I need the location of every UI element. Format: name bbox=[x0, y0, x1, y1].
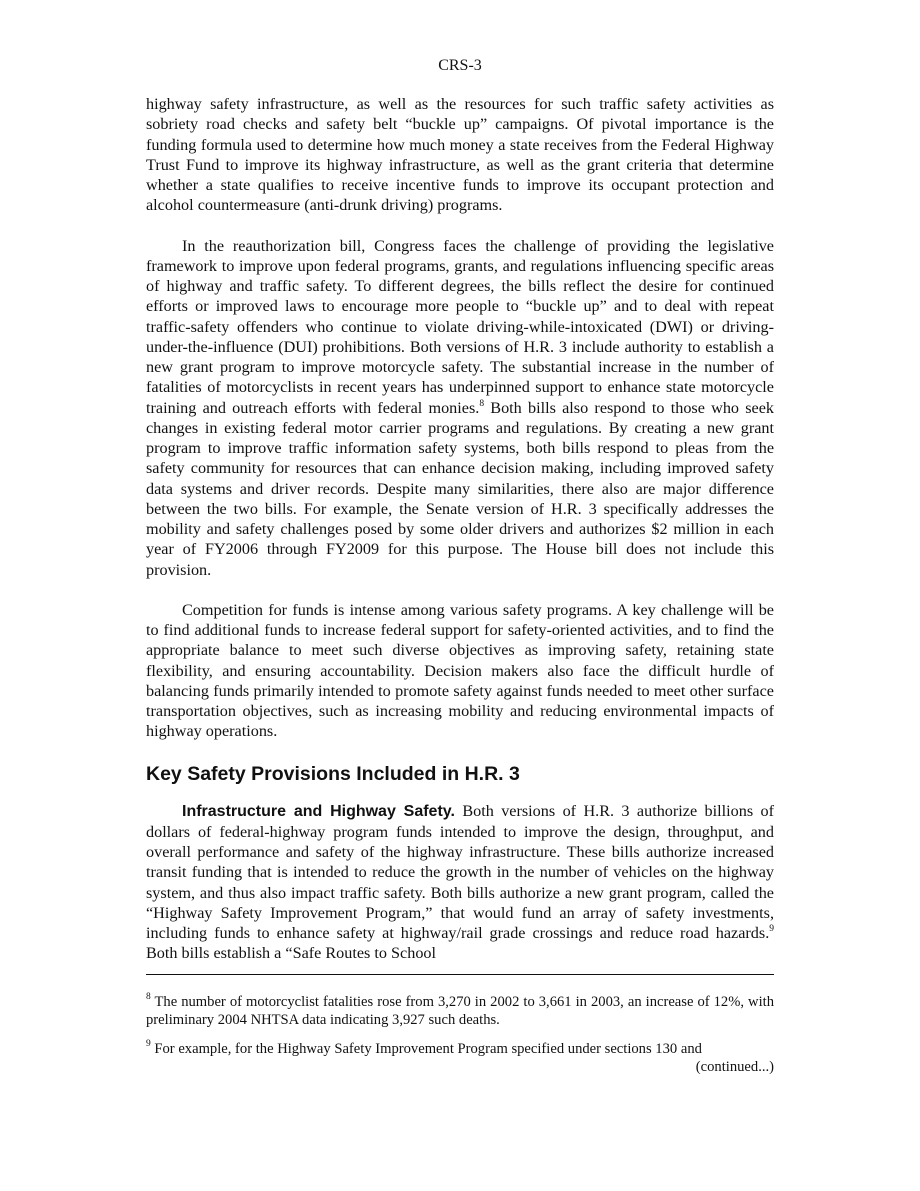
document-page bbox=[146, 0, 774, 1077]
section-heading: Key Safety Provisions Included in H.R. 3 bbox=[146, 762, 520, 785]
subsection-paragraph bbox=[146, 801, 774, 964]
paragraph-text: In the reauthorization bill, Congress faces the challenge of providing the legislative framework to improve upon federal programs, grants, and regulations influencing specific areas of highway and traffic safety. To different degrees, the bills reflect the desire for continued efforts or improved laws to encourage more people to “buckle up” and to deal with repeat traffic-safety offenders who continue to violate driving-while-intoxicated (DWI) or driving-under-the-influence (DUI) prohibitions. Both versions of H.R. 3 include authority to establish a new grant program to improve motorcycle safety. The substantial increase in the number of fatalities of motorcyclists in recent years has underpinned support to enhance state motorcycle training and outreach efforts with federal monies. bbox=[146, 236, 774, 417]
footnote-continued-note: (continued...) bbox=[695, 1059, 774, 1075]
footnote-marker-9: 9 bbox=[146, 1038, 151, 1049]
body-paragraph-3: Competition for funds is intense among various safety programs. A key challenge will be to find additional funds to increase federal support for safety-oriented activities, and to find the appropriate balance to meet such diverse objectives as improving safety, retaining state flexibility, and ensuring accountability. Decision makers also face the difficult hurdle of balancing funds primarily intended to promote safety against funds needed to meet other surface transportation objectives, such as increasing mobility and reducing environmental impacts of highway operations. bbox=[146, 600, 774, 741]
body-paragraph-1: highway safety infrastructure, as well as the resources for such traffic safety activities as sobriety road checks and safety belt “buckle up” campaigns. Of pivotal importance is the funding formula used to determine how much money a state receives from the Federal Highway Trust Fund to improve its highway infrastructure, as well as the grant criteria that determine whether a state qualifies to receive incentive funds to improve its occupant protection and alcohol countermeasure (anti-drunk driving) programs. bbox=[146, 95, 774, 215]
paragraph-text: Both versions of H.R. 3 authorize billions of dollars of federal-highway program funds intended to improve the design, throughput, and overall performance and safety of the highway infrastructure. These bills authorize increased transit funding that is intended to reduce the growth in the number of vehicles on the highway system, and thus also impact traffic safety. Both bills authorize a new grant program, called the “Highway Safety Improvement Program,” that would fund an array of safety investments, including funds to enhance safety at highway/rail grade crossings and reduce road hazards. bbox=[146, 801, 775, 942]
subsection-heading: Infrastructure and Highway Safety. bbox=[182, 802, 455, 820]
footnote-divider bbox=[146, 974, 774, 975]
page-number-header: CRS-3 bbox=[438, 57, 482, 74]
paragraph-text: Both bills also respond to those who seek changes in existing federal motor carrier programs and regulations. By creating a new grant program to improve traffic information safety systems, both bills respond to pleas from the safety community for resources that can enhance decision making, including improved safety data systems and driver records. Despite many similarities, there also are major difference between the two bills. For example, the Senate version of H.R. 3 specifically addresses the mobility and safety challenges posed by some older drivers and authorizes $2 million in each year of FY2006 through FY2009 for this purpose. The House bill does not include this provision. bbox=[146, 398, 775, 579]
footnote-reference-9[interactable]: 9 bbox=[769, 924, 774, 934]
footnote-9 bbox=[146, 1040, 774, 1059]
paragraph-text: Both bills establish a “Safe Routes to School bbox=[146, 944, 436, 963]
footnote-reference-8[interactable]: 8 bbox=[479, 398, 485, 409]
footnote-marker-8: 8 bbox=[146, 991, 151, 1002]
footnote-text: For example, for the Highway Safety Improvement Program specified under sections 130 and bbox=[150, 1040, 702, 1057]
footnote-text: The number of motorcyclist fatalities rose from 3,270 in 2002 to 3,661 in 2003, an increase of 12%, with preliminary 2004 NHTSA data indicating 3,927 such deaths. bbox=[146, 993, 774, 1028]
body-paragraph-2 bbox=[146, 236, 774, 580]
footnote-8 bbox=[146, 993, 774, 1030]
